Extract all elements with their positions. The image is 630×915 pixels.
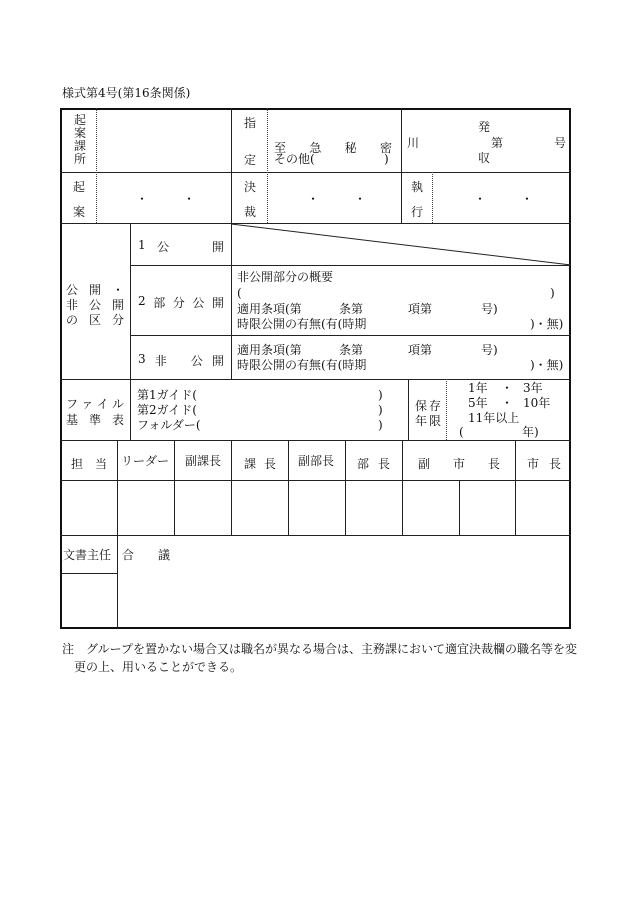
folder: フォルダー( — [137, 418, 201, 432]
shikkou-date-dot: ・ — [521, 192, 534, 206]
dotted-divider — [267, 108, 268, 223]
header-bucho: 部 長 — [357, 457, 390, 471]
note-mark: 注 — [62, 642, 75, 656]
kessai-label-2: 裁 — [244, 205, 257, 219]
col-divider — [174, 440, 175, 535]
hozon-label-1: 保 存 — [415, 399, 441, 413]
time-limit-disclosure: 時限公開の有無(有(時期 — [237, 317, 367, 331]
col-divider — [231, 440, 232, 535]
col-divider — [231, 108, 232, 223]
row-divider — [60, 480, 571, 481]
dotted-divider — [446, 379, 447, 440]
dai-label: 第 — [491, 136, 504, 150]
header-leader: リーダー — [121, 454, 170, 468]
col-divider — [117, 440, 118, 629]
col-divider — [288, 440, 289, 535]
nonpublic-summary: 非公開部分の概要 — [237, 270, 334, 284]
guide1: 第1ガイド( — [137, 388, 197, 402]
summary-paren-open: ( — [237, 286, 242, 300]
kian-ka-label: 起 案 課 所 — [73, 113, 86, 166]
time-limit-disclosure-3: 時限公開の有無(有(時期 — [237, 358, 367, 372]
shikkou-label-1: 執 — [411, 180, 424, 194]
hozon-label-2: 年 限 — [415, 414, 441, 428]
law-number-3: 号) — [481, 343, 498, 357]
note-line1: グループを置かない場合又は職名が異なる場合は、主務課において適宜決裁欄の職名等を変 — [86, 642, 578, 656]
row-divider — [130, 335, 571, 336]
option-public: 1 公 開 — [138, 238, 224, 254]
header-fukukacho: 副課長 — [185, 454, 222, 468]
header-fukushicho: 副 市 長 — [418, 457, 500, 471]
period-5y: 5年 — [468, 396, 488, 410]
bunsho-shunin-label: 文書主任 — [63, 548, 112, 562]
guide1-close: ) — [378, 388, 383, 402]
shikkou-label-2: 行 — [411, 205, 424, 219]
row-divider — [60, 535, 571, 536]
shitei-label-2: 定 — [244, 153, 257, 167]
period-11y-plus: 11年以上 — [468, 411, 520, 425]
law-article: 適用条項(第 — [237, 302, 302, 316]
shikkou-date-dot: ・ — [474, 192, 487, 206]
kian-date-dot: ・ — [183, 192, 196, 206]
kessai-date-dot: ・ — [354, 192, 367, 206]
row-divider — [60, 573, 117, 574]
law-item-3: 項第 — [408, 343, 433, 357]
header-tantou: 担 当 — [71, 457, 107, 471]
col-divider — [515, 440, 516, 535]
kessai-date-dot: ・ — [307, 192, 320, 206]
aigi-label-1: 合 — [122, 548, 135, 562]
header-fukubucho: 副部長 — [298, 454, 335, 468]
form-title: 様式第4号(第16条関係) — [62, 86, 191, 100]
row-divider — [60, 172, 571, 173]
period-custom-open: ( — [459, 425, 464, 439]
period-3y: 3年 — [523, 381, 543, 395]
shu-label: 収 — [478, 151, 491, 165]
kian-label-1: 起 — [73, 180, 86, 194]
law-clause: 条第 — [339, 302, 364, 316]
gou-label: 号 — [554, 136, 567, 150]
row-divider — [60, 379, 571, 380]
option-partial-public: 2 部 分 公 開 — [138, 294, 224, 310]
dotted-divider — [96, 108, 97, 223]
dotted-divider — [432, 172, 433, 223]
note-line2: 更の上、用いることができる。 — [74, 660, 243, 674]
period-dot: ・ — [501, 396, 514, 410]
aigi-label-2: 議 — [158, 548, 171, 562]
time-limit-end: )・無) — [530, 317, 564, 331]
header-shicho: 市 長 — [527, 457, 561, 471]
col-divider — [130, 223, 131, 379]
file-label-1: フ ァ イ ル — [66, 397, 124, 411]
period-1y: 1年 — [468, 381, 488, 395]
kian-date-dot: ・ — [136, 192, 149, 206]
law-number: 号) — [481, 302, 498, 316]
shitei-urgent-secret: 至 急 秘 密 — [274, 141, 392, 155]
summary-paren-close: ) — [550, 286, 555, 300]
hatsu-label: 発 — [478, 120, 491, 134]
col-divider — [401, 108, 402, 223]
diagonal-line — [231, 223, 571, 266]
col-divider — [459, 480, 460, 535]
header-kacho: 課 長 — [244, 457, 276, 471]
guide2: 第2ガイド( — [137, 403, 197, 417]
period-custom-close: 年) — [522, 425, 539, 439]
law-clause-3: 条第 — [339, 343, 364, 357]
folder-close: ) — [378, 418, 383, 432]
kawa-label: 川 — [407, 136, 420, 150]
file-label-2: 基 準 表 — [66, 413, 124, 427]
col-divider — [408, 379, 409, 440]
shitei-other: その他( — [274, 152, 315, 166]
period-10y: 10年 — [523, 396, 551, 410]
shitei-other-close: ) — [384, 152, 389, 166]
col-divider — [345, 440, 346, 535]
kessai-label-1: 決 — [244, 180, 257, 194]
col-divider — [402, 440, 403, 535]
law-item: 項第 — [408, 302, 433, 316]
disclosure-category-label: 公 開 ・ 非 公 開 の 区 分 — [66, 283, 124, 327]
period-dot: ・ — [501, 381, 514, 395]
kian-label-2: 案 — [73, 205, 86, 219]
col-divider — [130, 379, 131, 440]
row-divider — [60, 440, 571, 441]
guide2-close: ) — [378, 403, 383, 417]
law-article-3: 適用条項(第 — [237, 343, 302, 357]
option-nonpublic: 3 非 公 開 — [138, 352, 224, 368]
time-limit-end-3: )・無) — [530, 358, 564, 372]
shitei-label-1: 指 — [244, 116, 257, 130]
